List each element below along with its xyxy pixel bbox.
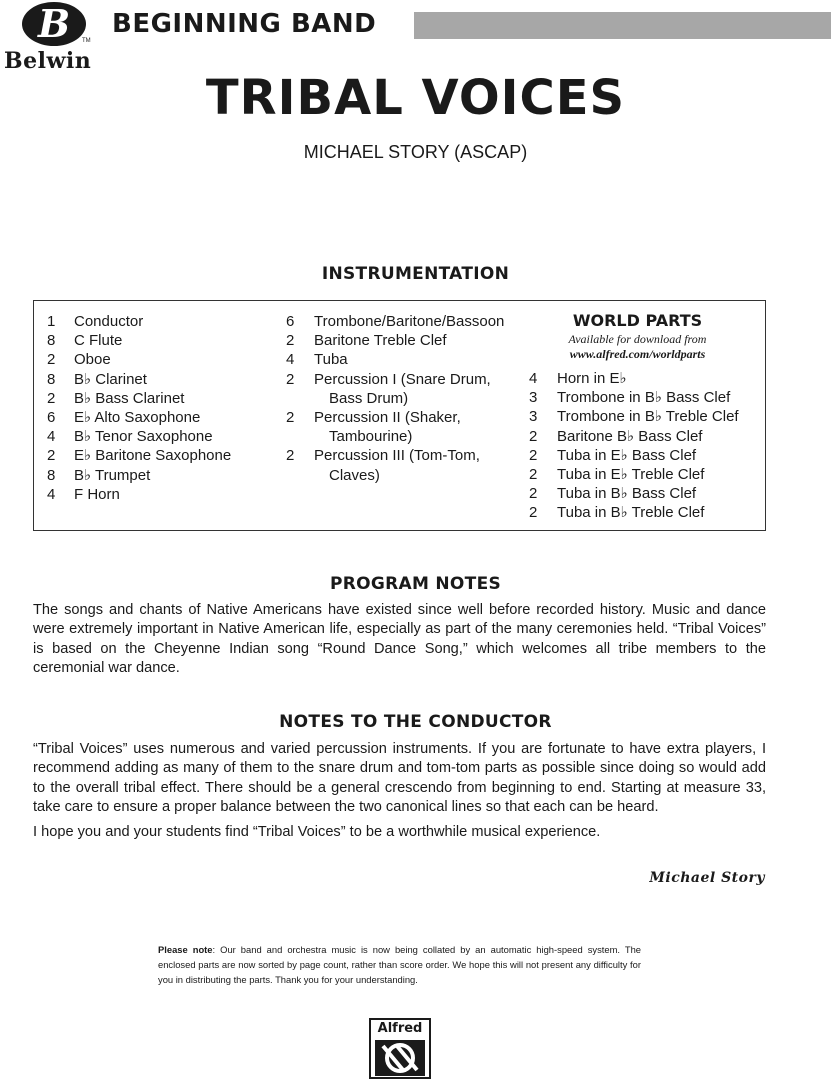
instrument-qty: 8 [47, 370, 56, 388]
belwin-logo-word: Belwin [4, 48, 92, 74]
instrument-row [529, 427, 739, 446]
instrumentation-column-1 [47, 312, 231, 504]
instrument-qty: 2 [529, 466, 538, 484]
world-parts-url[interactable]: www.alfred.com/worldparts [569, 347, 706, 361]
instrument-row [47, 427, 231, 446]
composer: MICHAEL STORY (ASCAP) [303, 142, 528, 162]
instrument-row [286, 350, 504, 369]
instrument-qty: 2 [286, 409, 295, 427]
instrument-name: Conductor [74, 313, 144, 330]
program-notes-text: The songs and chants of Native Americans have existed since well before recorded history. Music and dance were extremely important in Native American life, especially as part of the many ceremonies held. “Tribal Voices” is based on the Cheyenne Indian song “Round Dance Song,” which welcomes all tribe members to the ceremonial war dance. [33, 602, 766, 676]
instrument-name: B♭ Bass Clarinet [74, 389, 185, 407]
belwin-logo [4, 2, 108, 72]
instrument-row [47, 446, 231, 465]
instrument-row [47, 485, 231, 504]
instrument-qty: 6 [47, 409, 56, 427]
instrument-name: Tuba in E♭ Bass Clef [557, 446, 697, 464]
please-note [158, 942, 641, 987]
instrument-qty [286, 427, 314, 446]
instrument-row [529, 407, 739, 426]
instrument-row [286, 370, 504, 389]
instrument-name: E♭ Alto Saxophone [74, 409, 201, 427]
instrument-row [286, 408, 504, 427]
instrument-qty: 2 [529, 427, 538, 445]
instrument-row [47, 331, 231, 350]
alfred-logo [369, 1018, 431, 1079]
instrument-qty: 4 [286, 351, 295, 369]
instrument-row [529, 503, 739, 522]
instrument-qty: 2 [47, 389, 56, 407]
instrumentation-box [33, 300, 766, 531]
instrument-row [529, 484, 739, 503]
instrument-name: Tuba in B♭ Bass Clef [557, 485, 697, 503]
instrument-name: Trombone in B♭ Bass Clef [557, 389, 731, 407]
instrument-qty: 2 [286, 447, 295, 465]
instrument-qty: 1 [47, 313, 56, 330]
instrument-name: Tuba in E♭ Treble Clef [557, 466, 705, 484]
instrument-name: Baritone Treble Clef [314, 332, 447, 350]
signature: Michael Story [649, 870, 765, 886]
instrument-name: Percussion I (Snare Drum, [314, 370, 491, 388]
instrument-qty: 3 [529, 408, 538, 426]
belwin-logo-tm: TM [82, 38, 91, 44]
world-parts-list [529, 369, 739, 523]
instrument-row [47, 312, 231, 331]
instrument-row [286, 446, 504, 465]
instrument-qty: 2 [529, 446, 538, 464]
belwin-logo-mark: B [22, 2, 86, 46]
instrument-name: Bass Drum) [329, 389, 409, 407]
instrument-row [47, 350, 231, 369]
instrument-qty: 4 [529, 370, 538, 387]
page-title: TRIBAL VOICES [205, 70, 626, 126]
instrument-name: F Horn [74, 485, 120, 503]
instrument-row [529, 369, 739, 388]
instrument-row [286, 331, 504, 350]
instrument-row [529, 446, 739, 465]
instrument-name: Claves) [329, 466, 380, 484]
instrument-name: Oboe [74, 351, 111, 369]
instrument-row [529, 465, 739, 484]
instrument-qty: 2 [286, 332, 295, 350]
instrument-qty [286, 389, 314, 408]
alfred-emblem-icon [375, 1040, 425, 1076]
instrumentation-heading: INSTRUMENTATION [321, 264, 510, 284]
instrument-row [47, 408, 231, 427]
instrument-row [286, 466, 504, 485]
instrument-qty: 2 [529, 485, 538, 503]
conductor-notes-paragraph-2: I hope you and your students find “Tribal Voices” to be a worthwhile musical experience. [33, 824, 601, 840]
instrument-qty: 2 [529, 504, 538, 522]
instrument-row [286, 427, 504, 446]
world-parts-subtitle: Available for download from [568, 332, 707, 346]
instrument-name: B♭ Clarinet [74, 370, 147, 388]
instrument-row [47, 466, 231, 485]
instrument-name: B♭ Trumpet [74, 466, 151, 484]
instrument-row [47, 389, 231, 408]
series-label: BEGINNING BAND [112, 9, 377, 39]
instrument-row [47, 370, 231, 389]
please-note-text: : Our band and orchestra music is now being collated by an automatic high-speed system. The enclosed parts are now sorted by page count, rather than score order. We hope this will not present any difficulty for you in distributing the parts. Thank you for your understanding. [158, 944, 641, 985]
instrument-qty: 8 [47, 466, 56, 484]
alfred-logo-word: Alfred [377, 1021, 423, 1036]
instrument-qty: 6 [286, 313, 295, 330]
instrument-qty: 3 [529, 389, 538, 407]
instrument-row [286, 312, 504, 331]
conductor-notes-paragraph-1: “Tribal Voices” uses numerous and varied percussion instruments. If you are fortunate to have extra players, I recommend adding as many of them to the snare drum and tom-tom parts as possible since doing so would add to the overall tribal effect. There should be a general crescendo from beginning to end. Starting at measure 33, take care to ensure a proper balance between the two canonical lines so that each can be heard. [33, 741, 766, 815]
conductor-notes-heading: NOTES TO THE CONDUCTOR [279, 712, 552, 732]
instrument-name: B♭ Tenor Saxophone [74, 428, 213, 446]
world-parts-title: WORLD PARTS [572, 311, 703, 330]
instrument-name: E♭ Baritone Saxophone [74, 447, 232, 465]
instrument-qty: 2 [47, 447, 56, 465]
series-bar [414, 12, 831, 39]
program-notes-heading: PROGRAM NOTES [329, 574, 502, 594]
instrument-row [286, 389, 504, 408]
instrument-qty: 8 [47, 332, 56, 350]
instrument-row [529, 388, 739, 407]
instrument-name: Tambourine) [329, 428, 413, 446]
instrument-name: C Flute [74, 332, 123, 350]
instrument-qty: 2 [47, 351, 56, 369]
alfred-logo-mark [375, 1040, 425, 1076]
instrument-name: Horn in E♭ [557, 370, 627, 387]
instrument-name: Percussion III (Tom-Tom, [314, 447, 480, 465]
instrument-name: Trombone/Baritone/Bassoon [314, 313, 505, 330]
please-note-label: Please note [158, 944, 213, 955]
instrument-name: Trombone in B♭ Treble Clef [557, 408, 739, 426]
instrument-qty [286, 466, 314, 485]
instrument-name: Baritone B♭ Bass Clef [557, 427, 703, 445]
instrument-qty: 2 [286, 370, 295, 388]
instrumentation-column-2 [286, 312, 504, 485]
instrument-name: Tuba [314, 351, 348, 369]
instrument-name: Tuba in B♭ Treble Clef [557, 504, 705, 522]
instrument-name: Percussion II (Shaker, [314, 409, 461, 427]
instrument-qty: 4 [47, 428, 56, 446]
instrument-qty: 4 [47, 485, 56, 503]
